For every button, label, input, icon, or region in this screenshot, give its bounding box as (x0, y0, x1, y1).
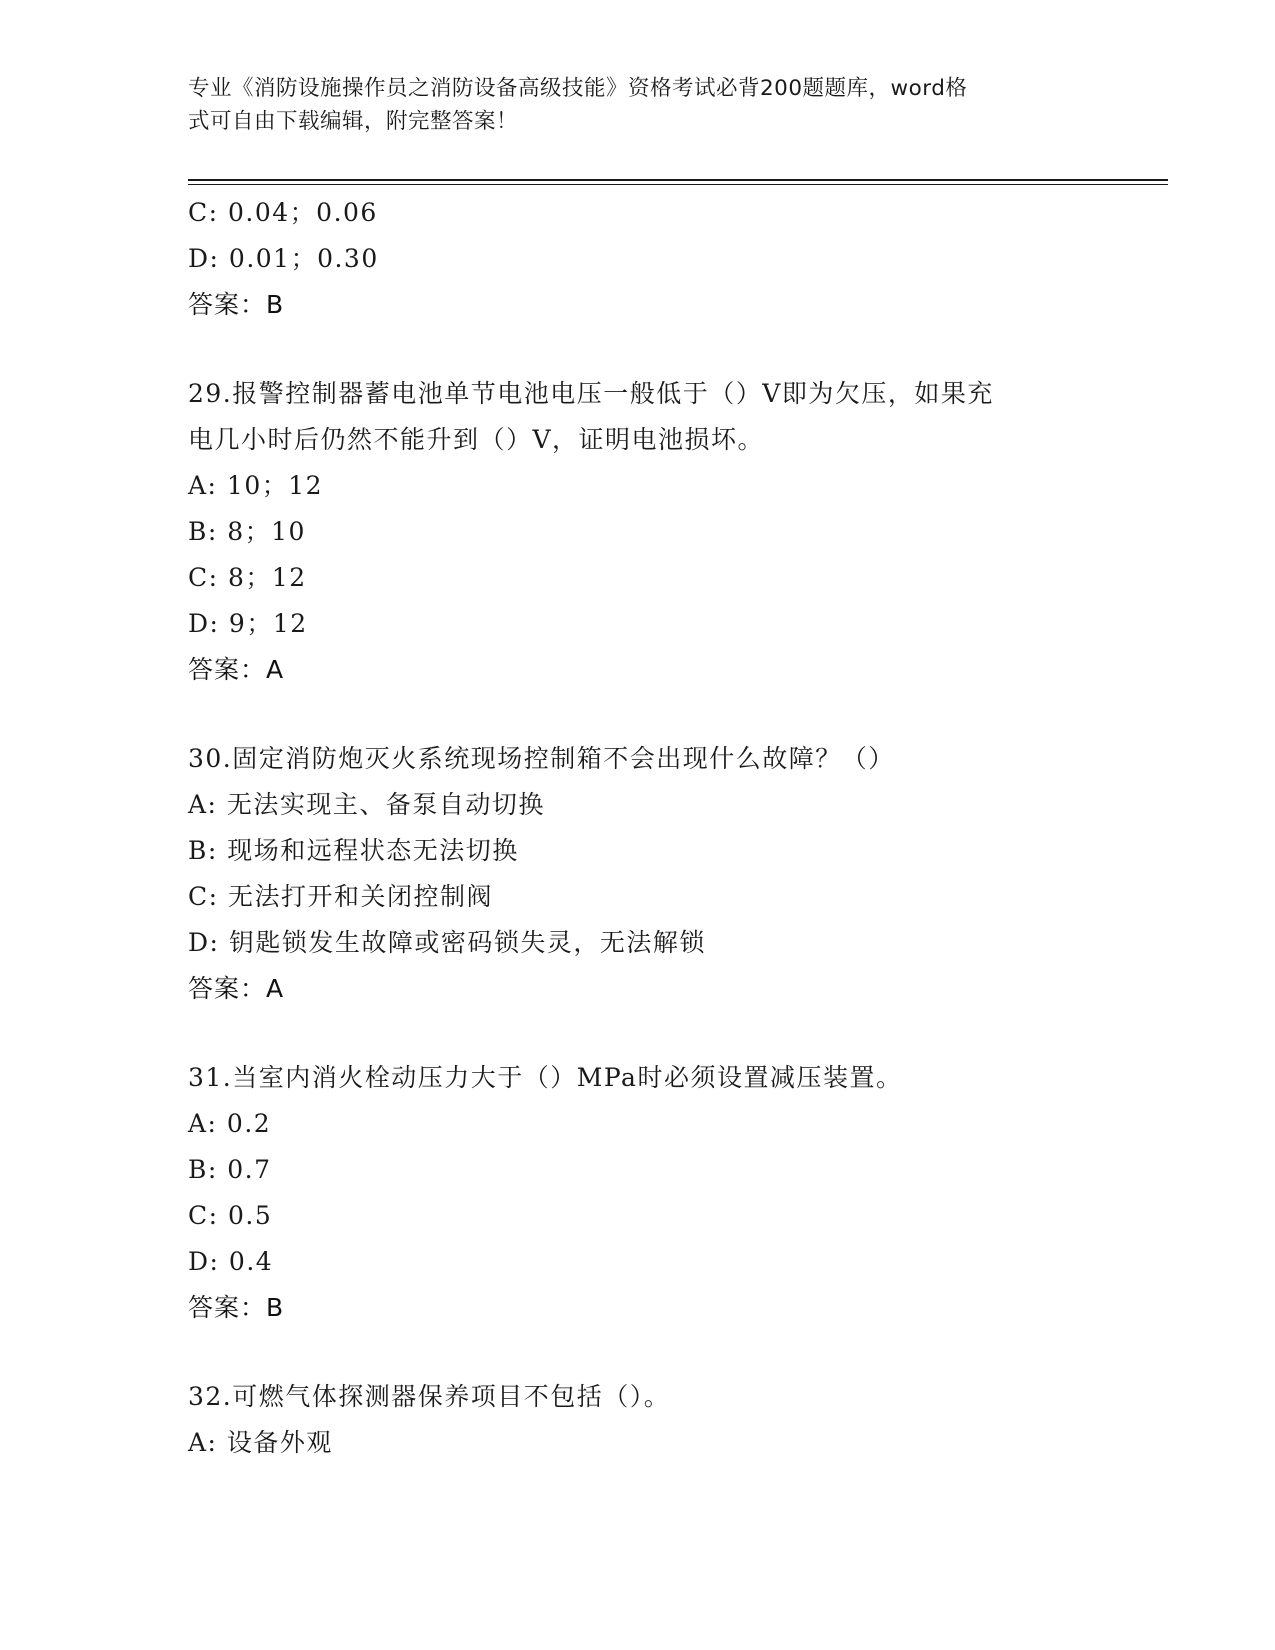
option-d: D: 钥匙锁发生故障或密码锁失灵，无法解锁 (188, 928, 706, 957)
answer-line: 答案：A (188, 974, 285, 1003)
question-stem: 30.固定消防炮灭火系统现场控制箱不会出现什么故障？（） (188, 744, 895, 773)
question-fragment (188, 190, 1128, 328)
question-29 (188, 371, 1128, 693)
answer-line: 答案：A (188, 655, 285, 684)
option-d: D: 0.01；0.30 (188, 244, 379, 273)
option-a: A: 0.2 (188, 1109, 272, 1138)
page-header (188, 72, 1068, 138)
question-stem: 31.当室内消火栓动压力大于（）MPa时必须设置减压装置。 (188, 1063, 903, 1092)
question-stem: 29.报警控制器蓄电池单节电池电压一般低于（）V即为欠压，如果充 (188, 379, 994, 408)
option-a: A: 设备外观 (188, 1428, 333, 1457)
option-a: A: 无法实现主、备泵自动切换 (188, 790, 545, 819)
spacer (188, 1012, 1128, 1055)
spacer (188, 693, 1128, 736)
header-divider-thick (188, 179, 1168, 181)
option-c: C: 0.04；0.06 (188, 198, 378, 227)
option-b: B: 8；10 (188, 517, 306, 546)
option-d: D: 0.4 (188, 1247, 274, 1276)
question-list (188, 190, 1128, 1466)
question-31 (188, 1055, 1128, 1331)
spacer (188, 328, 1128, 371)
option-d: D: 9；12 (188, 609, 308, 638)
header-line-2: 式可自由下载编辑，附完整答案！ (188, 109, 519, 134)
question-32 (188, 1374, 1128, 1466)
question-stem: 32.可燃气体探测器保养项目不包括（）。 (188, 1382, 671, 1411)
question-stem-continued: 电几小时后仍然不能升到（）V，证明电池损坏。 (188, 425, 765, 454)
option-a: A: 10；12 (188, 471, 324, 500)
option-b: B: 现场和远程状态无法切换 (188, 836, 519, 865)
option-c: C: 0.5 (188, 1201, 273, 1230)
header-divider-thin (188, 184, 1168, 185)
option-c: C: 无法打开和关闭控制阀 (188, 882, 493, 911)
option-c: C: 8；12 (188, 563, 307, 592)
question-30 (188, 736, 1128, 1012)
spacer (188, 1331, 1128, 1374)
option-b: B: 0.7 (188, 1155, 272, 1184)
answer-line: 答案：B (188, 1293, 285, 1322)
answer-line: 答案：B (188, 290, 285, 319)
header-line-1: 专业《消防设施操作员之消防设备高级技能》资格考试必背200题题库，word格 (188, 76, 968, 101)
